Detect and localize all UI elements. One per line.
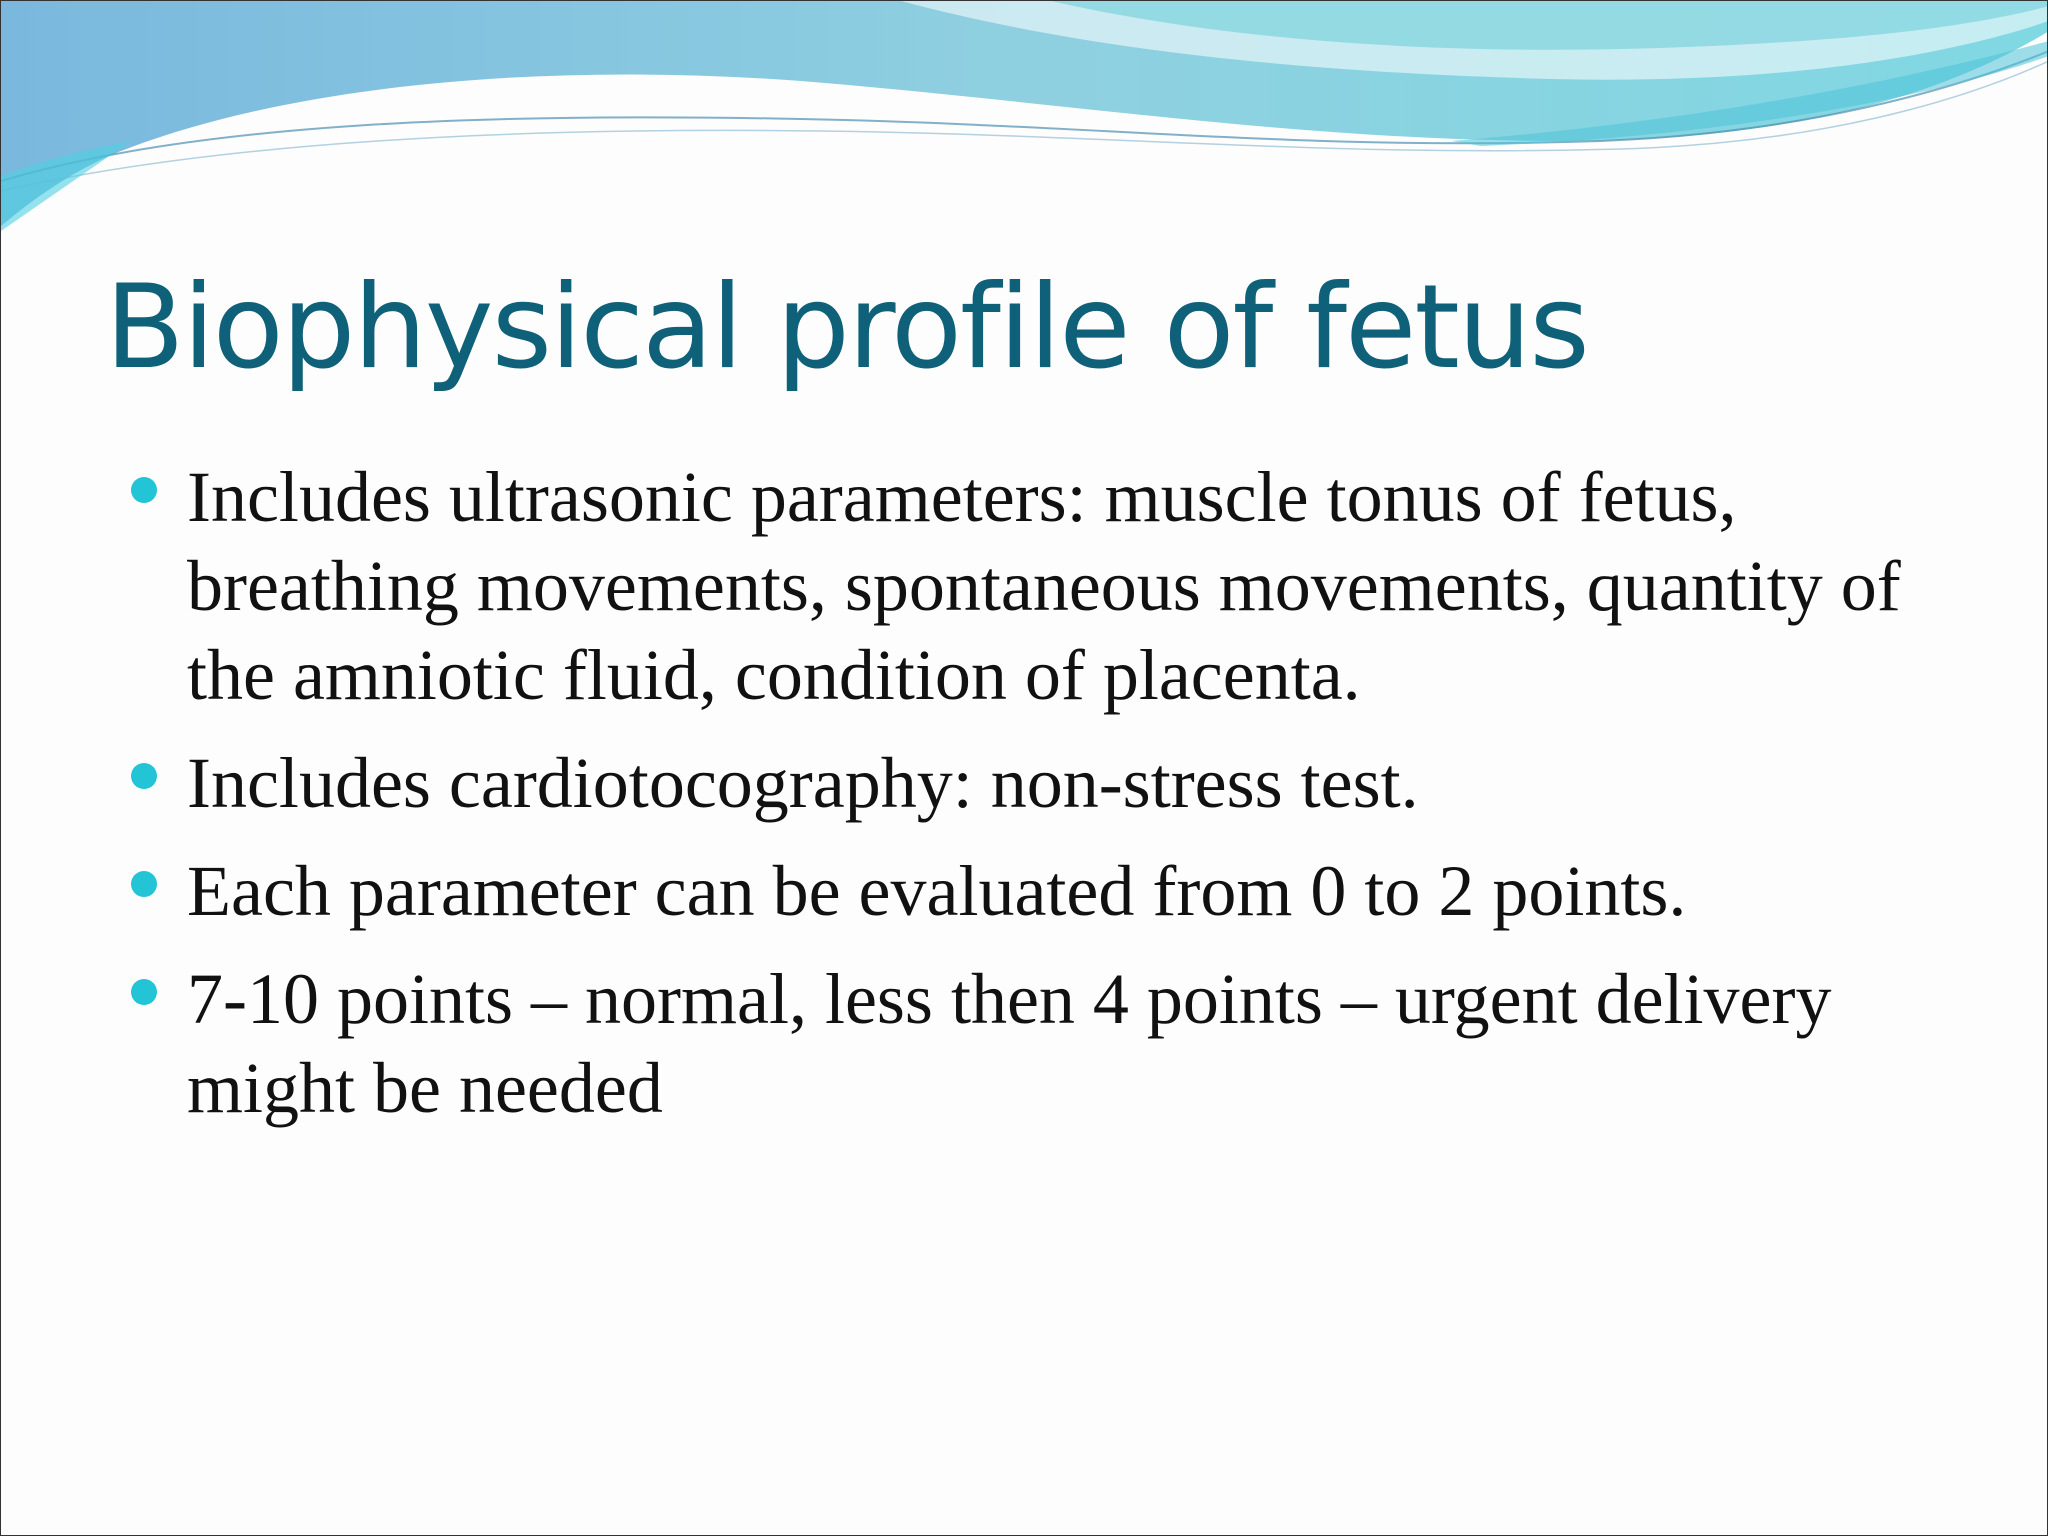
bullet-text: Includes cardiotocography: non-stress test. <box>187 743 1419 823</box>
bullet-text: Includes ultrasonic parameters: muscle tonus of fetus, breathing movements, spontaneous movements, quantity of the amniotic fluid, condition of placenta. <box>187 457 1901 715</box>
bullet-item <box>131 739 1931 828</box>
bullet-dot-icon <box>131 477 157 503</box>
bullet-list <box>131 453 1931 1152</box>
bullet-item <box>131 453 1931 720</box>
bullet-item <box>131 955 1931 1133</box>
bullet-item <box>131 847 1931 936</box>
bullet-text: Each parameter can be evaluated from 0 to 2 points. <box>187 851 1687 931</box>
bullet-text: 7-10 points – normal, less then 4 points – urgent delivery might be needed <box>187 959 1832 1128</box>
bullet-dot-icon <box>131 979 157 1005</box>
bullet-dot-icon <box>131 871 157 897</box>
header-wave-decoration <box>1 1 2048 261</box>
bullet-dot-icon <box>131 763 157 789</box>
slide-title: Biophysical profile of fetus <box>105 260 1588 395</box>
